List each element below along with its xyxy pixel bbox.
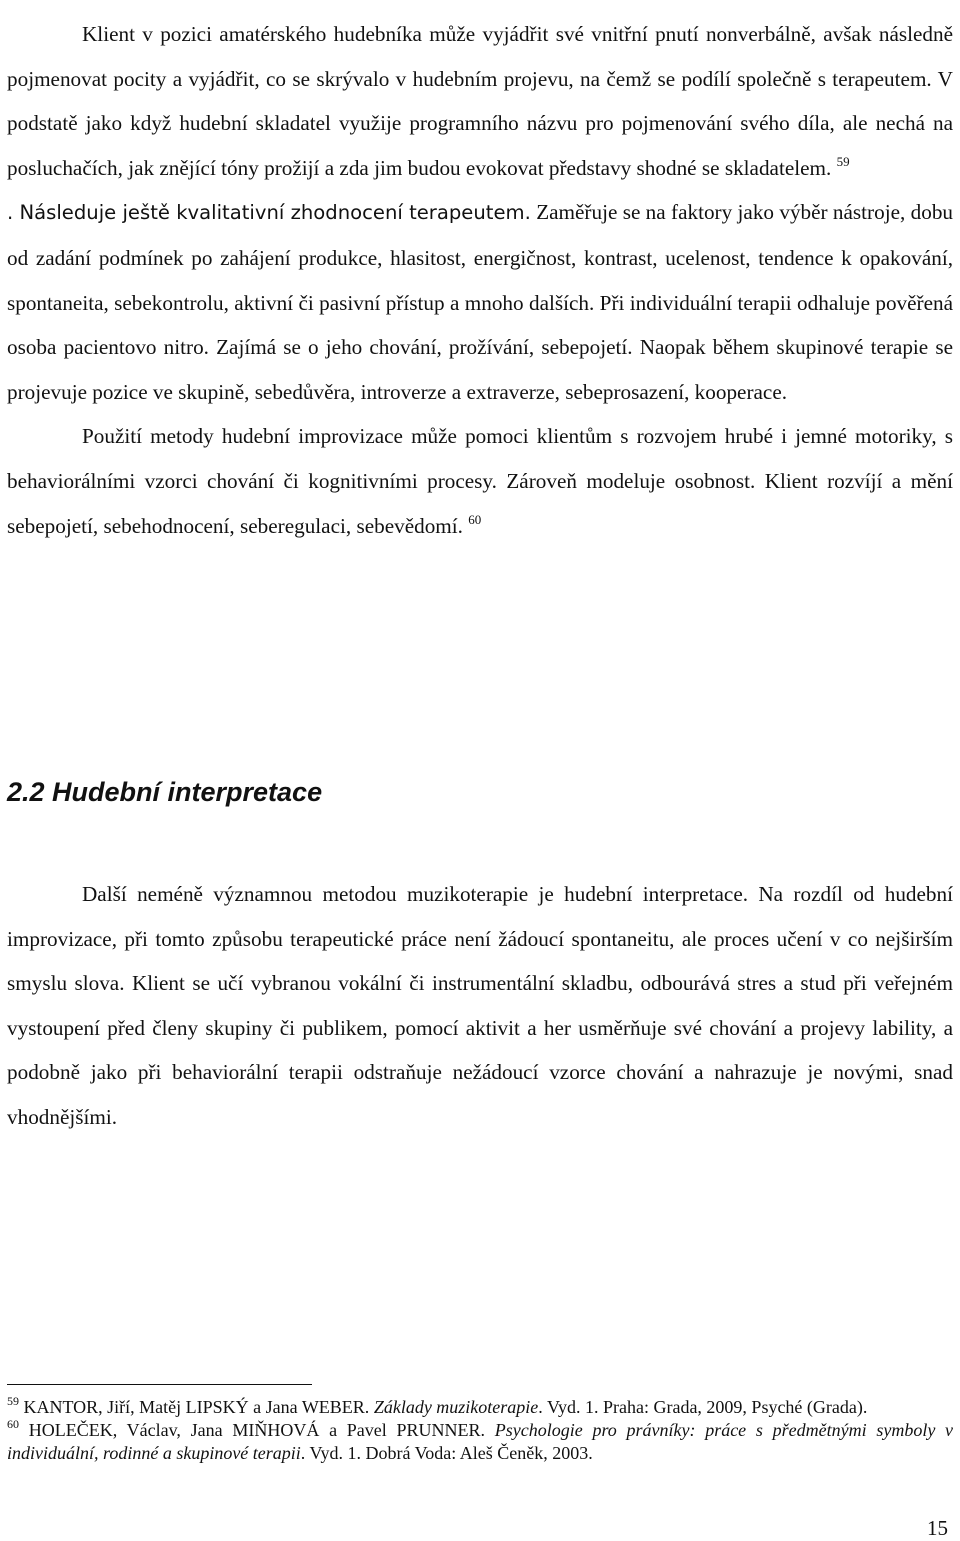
footnote-59 [7,1396,953,1419]
paragraph-text: Použití metody hudební improvizace může pomoci klientům s rozvojem hrubé i jemné motoriky, s behaviorálními vzorci chování či kognitivními procesy. Zároveň modeluje osobnost. Klient rozvíjí a mění sebepojetí, sebehodnocení, seberegulaci, sebevědomí. [7,424,953,538]
footnote-authors: HOLEČEK, Václav, Jana MIŇHOVÁ a Pavel PRUNNER. [28,1420,486,1440]
section-heading: 2.2 Hudební interpretace [7,777,323,807]
paragraph-improvisation [7,12,953,414]
document-page [7,12,953,548]
paragraph-benefits [7,414,953,548]
footnotes [7,1396,953,1465]
footnote-number: 59 [7,1394,19,1408]
footnote-publication: . Vyd. 1. Dobrá Voda: Aleš Čeněk, 2003. [300,1443,593,1463]
footnote-title: Psychologie pro právníky: práce s předmětnými symboly v individuální, rodinné a skupinové terapii [7,1420,954,1463]
footnote-title: Základy muzikoterapie [373,1397,539,1417]
page-number: 15 [927,1516,948,1540]
section-body [7,872,953,1140]
footnote-divider [7,1384,312,1385]
paragraph-text: Zaměřuje se na faktory jako výběr nástroje, dobu od zadání podmínek po zahájení produkce, hlasitost, energičnost, kontrast, ucelenost, tendence k opakování, spontaneita, sebekontrolu, aktivní či pasivní přístup a mnoho dalších. [7,200,954,315]
paragraph-interpretation: Další neméně významnou metodou muzikoterapie je hudební interpretace. Na rozdíl od hudební improvizace, při tomto způsobu terapeutické práce není žádoucí spontaneitu, ale proces učení v co nejširším smyslu slova. Klient se učí vybranou vokální či instrumentální skladbu, odbourává stres a stud při veřejném vystoupení před členy skupiny či publikem, pomocí aktivit a her usměrňuje své chování a projevy lability, a podobně jako při behaviorální terapii odstraňuje nežádoucí vzorce chování a nahrazuje je novými, snad vhodnějšími. [7,882,953,1129]
paragraph-text: Při individuální terapii odhaluje pověřená osoba pacientovo nitro. Zajímá se o jeho chování, prožívání, sebepojetí. Naopak během skupinové terapie se projevuje pozice ve skupině, sebedůvěra, introverze a extraverze, sebeprosazení, kooperace. [7,290,954,404]
footnote-number: 60 [7,1417,19,1431]
footnote-ref-59: 59 [836,153,850,169]
paragraph-text: Klient v pozici amatérského hudebníka může vyjádřit své vnitřní pnutí nonverbálně, avšak následně pojmenovat pocity a vyjádřit, co se skrývalo v hudebním projevu, na čemž se podílí společně s terapeutem. V podstatě jako když hudební skladatel využije programního názvu pro pojmenování svého díla, ale nechá na posluchačích, jak znějící tóny prožijí a zda jim budou evokovat představy shodné se skladatelem. [7,22,953,180]
footnote-publication: . Vyd. 1. Praha: Grada, 2009, Psyché (Grada). [538,1397,868,1417]
paragraph-text-sans: . Následuje ještě kvalitativní zhodnocení terapeutem. [7,201,531,225]
footnote-authors: KANTOR, Jiří, Matěj LIPSKÝ a Jana WEBER. [23,1397,370,1417]
footnote-60 [7,1419,953,1465]
footnote-ref-60: 60 [468,511,482,527]
